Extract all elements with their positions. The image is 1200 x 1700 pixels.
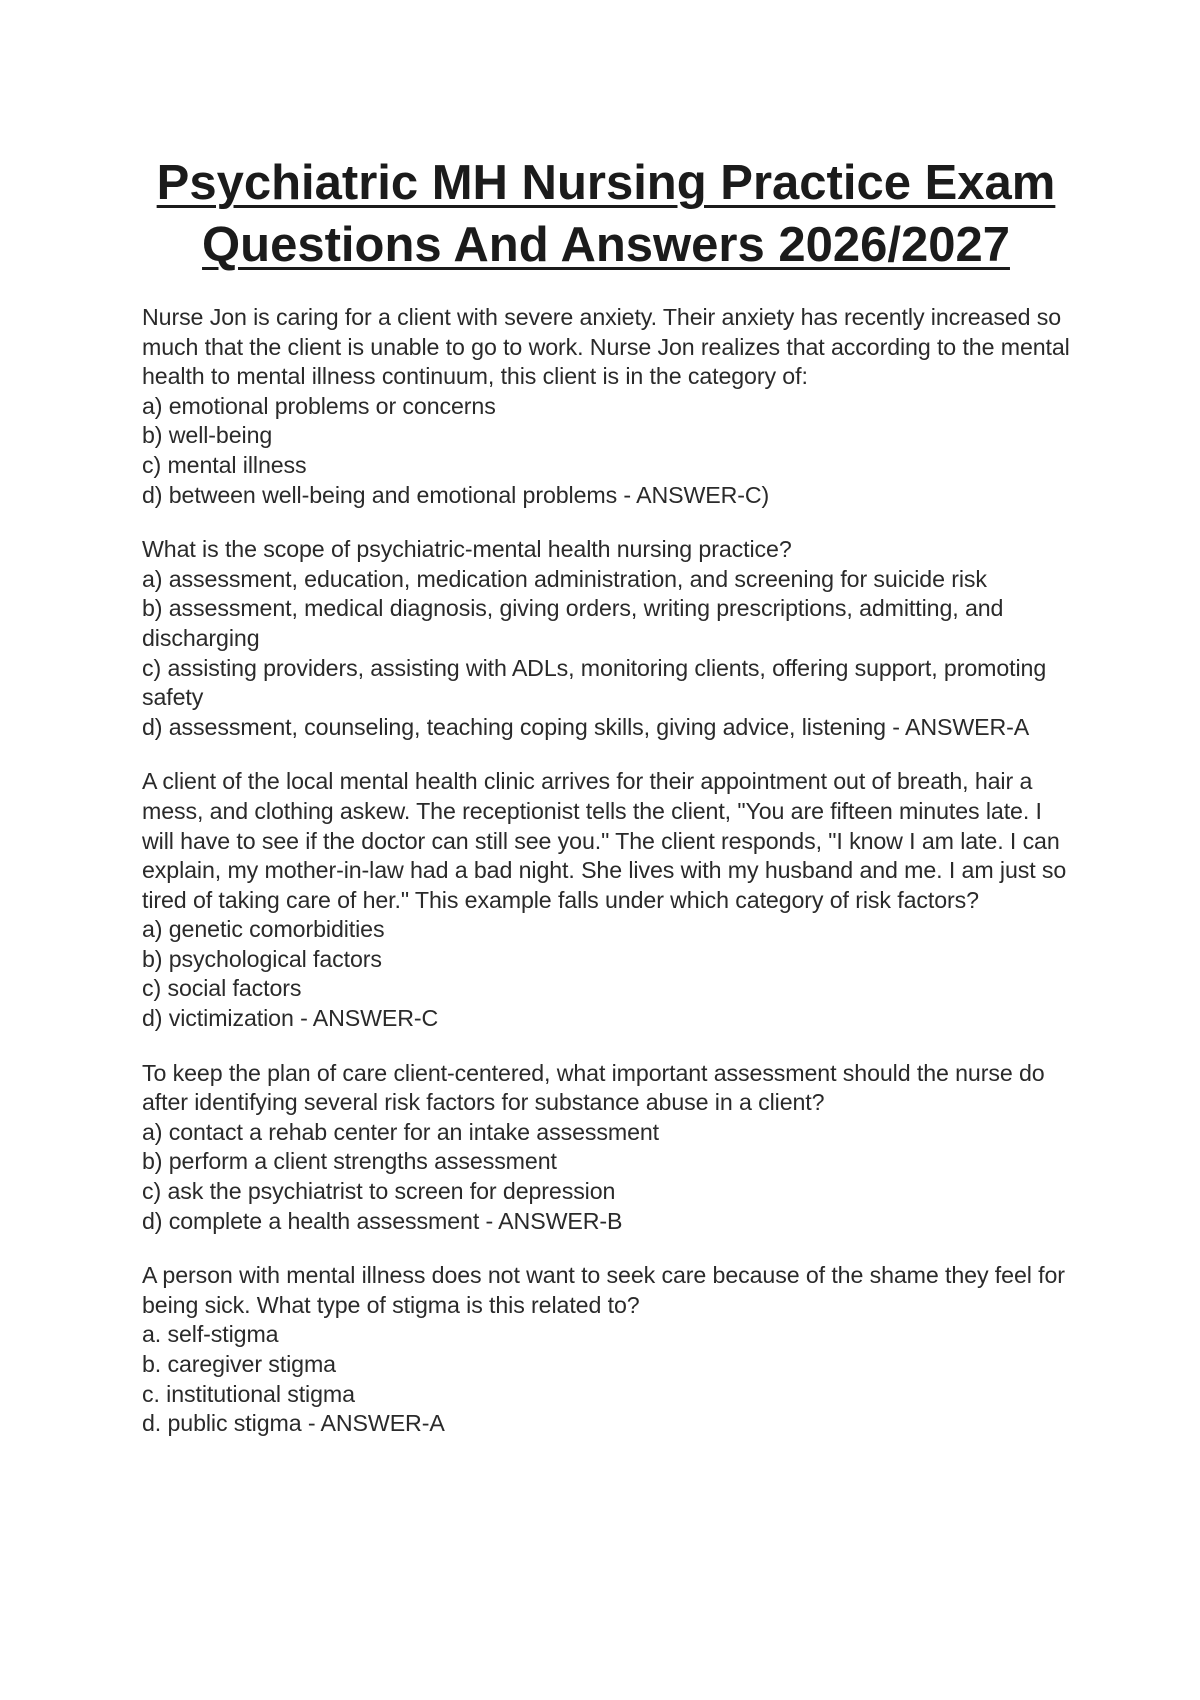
question-text: A person with mental illness does not want to seek care because of the shame they feel for being sick. What type of stigma is this related to? (142, 1262, 1065, 1318)
answer-option-with-key: d) victimization - ANSWER-C (142, 1005, 439, 1032)
answer-option: a. self-stigma (142, 1321, 279, 1348)
answer-option: c. institutional stigma (142, 1380, 355, 1407)
title-row-1 (12, 152, 1200, 214)
question-4 (142, 1059, 1072, 1237)
answer-option: a) emotional problems or concerns (142, 392, 496, 419)
answer-option: b) well-being (142, 422, 273, 449)
question-2 (142, 535, 1072, 742)
question-text: To keep the plan of care client-centered, what important assessment should the nurse do after identifying several risk factors for substance abuse in a client? (142, 1059, 1045, 1116)
answer-option-with-key: d. public stigma - ANSWER-A (142, 1410, 445, 1437)
answer-option: c) ask the psychiatrist to screen for depression (142, 1178, 616, 1205)
question-1 (142, 303, 1072, 510)
answer-option: b) psychological factors (142, 945, 382, 972)
answer-option: c) assisting providers, assisting with ADLs, monitoring clients, offering support, promoting safety (142, 654, 1047, 711)
question-5 (142, 1261, 1072, 1439)
answer-option-with-key: d) between well-being and emotional problems - ANSWER-C) (142, 481, 770, 508)
answer-option: a) genetic comorbidities (142, 916, 385, 943)
answer-option-with-key: d) complete a health assessment - ANSWER-B (142, 1207, 623, 1234)
answer-option: c) mental illness (142, 451, 307, 478)
question-text: Nurse Jon is caring for a client with severe anxiety. Their anxiety has recently increased so much that the client is unable to go to work. Nurse Jon realizes that according to the mental health to mental illness continuum, this client is in the category of: (142, 304, 1070, 390)
answer-option: a) contact a rehab center for an intake assessment (142, 1118, 660, 1145)
title-line-2: Questions And Answers 2026/2027 (202, 218, 1010, 272)
question-3 (142, 767, 1072, 1033)
title-row-2 (12, 214, 1200, 276)
answer-option: a) assessment, education, medication administration, and screening for suicide risk (142, 565, 987, 592)
document-title (0, 152, 1200, 276)
answer-option: b. caregiver stigma (142, 1351, 336, 1377)
answer-option-with-key: d) assessment, counseling, teaching coping skills, giving advice, listening - ANSWER-A (142, 713, 1030, 740)
question-text: What is the scope of psychiatric-mental health nursing practice? (142, 536, 792, 563)
question-text: A client of the local mental health clinic arrives for their appointment out of breath, hair a mess, and clothing askew. The receptionist tells the client, "You are fifteen minutes late. I will have to see if the doctor can still see you." The client responds, "I know I am late. I can explain, my mother-in-law had a bad night. She lives with my husband and me. I am just so tired of taking care of her." This example falls under which category of risk factors? (142, 768, 1067, 913)
answer-option: b) assessment, medical diagnosis, giving orders, writing prescriptions, admitting, and discharging (142, 595, 1004, 651)
answer-option: c) social factors (142, 975, 302, 1002)
question-list (142, 303, 1072, 1464)
title-line-1: Psychiatric MH Nursing Practice Exam (156, 156, 1056, 210)
answer-option: b) perform a client strengths assessment (142, 1148, 557, 1175)
